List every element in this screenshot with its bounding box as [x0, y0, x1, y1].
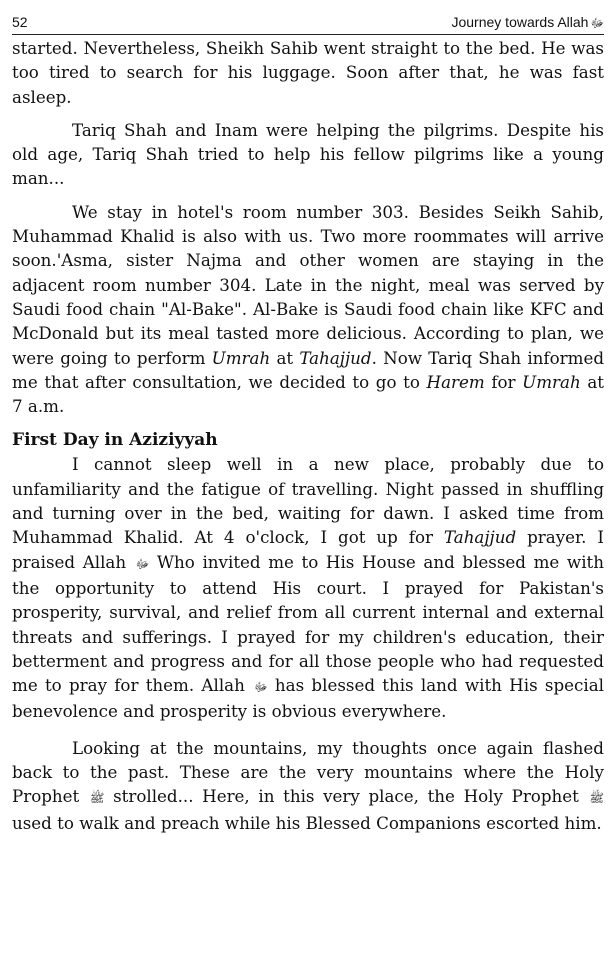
running-header	[12, 14, 604, 35]
page-number: 52	[12, 14, 28, 30]
running-title	[451, 14, 604, 33]
p4-text-c: Who invited me to His House and blessed me with the opportunity to attend His court. I prayed for Pakistan's prosperity, survival, and relief from all current internal and external threats and sufferings. I prayed for my children's education, their betterment and progress and for all those people who had requested me to pray for them. Allah	[12, 551, 604, 696]
p5-text-c: used to walk and preach while his Blessed Companions escorted him.	[12, 812, 602, 833]
p4-text-d: has blessed this land with His special benevolence and prosperity is obvious everywhere.	[12, 675, 604, 722]
p4-tahajjud: Tahajjud	[443, 527, 517, 548]
p4-text-a: I cannot sleep well in a new place, probably due to unfamiliarity and the fatigue of travelling. Night passed in shuffling and turning over in the bed, waiting for dawn. I asked time from Muhammad Khalid. At 4 o'clock, I got up for	[12, 454, 604, 548]
p3-text-d: for	[484, 371, 523, 392]
paragraph-1: started. Nevertheless, Sheikh Sahib went straight to the bed. He was too tired to search for his luggage. Soon after that, he was fast asleep.	[12, 38, 604, 107]
p3-harem: Harem	[426, 371, 485, 392]
jalla-jalaluhu-glyph: ﷻ	[135, 556, 150, 571]
p3-text-b: at	[270, 347, 300, 368]
paragraph-3	[12, 200, 604, 419]
salawat-glyph: ﷺ	[589, 791, 604, 806]
p3-text-a: We stay in hotel's room number 303. Besides Seikh Sahib, Muhammad Khalid is also with us. Two more roommates will arrive soon.'Asma, sister Najma and other women are staying in the adjacent room number 304. Late in the night, meal was served by Saudi food chain "Al-Bake". Al-Bake is Saudi food chain like KFC and McDonald but its meal tasted more delicious. According to plan, we were going to perform	[12, 201, 604, 368]
p5-text-a: Looking at the mountains, my thoughts once again flashed back to the past. These are the very mountains where the Holy Prophet	[12, 737, 604, 807]
p4-text-b: prayer. I praised Allah	[12, 527, 604, 572]
page-body	[12, 36, 604, 835]
paragraph-5	[12, 736, 604, 835]
jalla-jalaluhu-glyph: ﷻ	[254, 680, 268, 695]
paragraph-2: Tariq Shah and Inam were helping the pilgrims. Despite his old age, Tariq Shah tried to help his fellow pilgrims like a young man...	[12, 119, 604, 189]
p3-umrah-2: Umrah	[522, 371, 581, 392]
running-title-text: Journey towards Allah	[451, 14, 589, 30]
p5-text-b: strolled... Here, in this very place, the Holy Prophet	[104, 786, 588, 807]
paragraph-4	[12, 452, 604, 723]
p3-text-c: . Now Tariq Shah informed me that after consultation, we decided to go to	[12, 347, 605, 392]
section-heading: First Day in Aziziyyah	[12, 430, 218, 451]
p3-tahajjud: Tahajjud	[299, 347, 372, 368]
salawat-glyph: ﷺ	[89, 791, 105, 806]
p3-text-e: at 7 a.m.	[12, 371, 604, 417]
jalla-jalaluhu-glyph: ﷻ	[590, 16, 604, 30]
p3-umrah-1: Umrah	[211, 347, 271, 368]
